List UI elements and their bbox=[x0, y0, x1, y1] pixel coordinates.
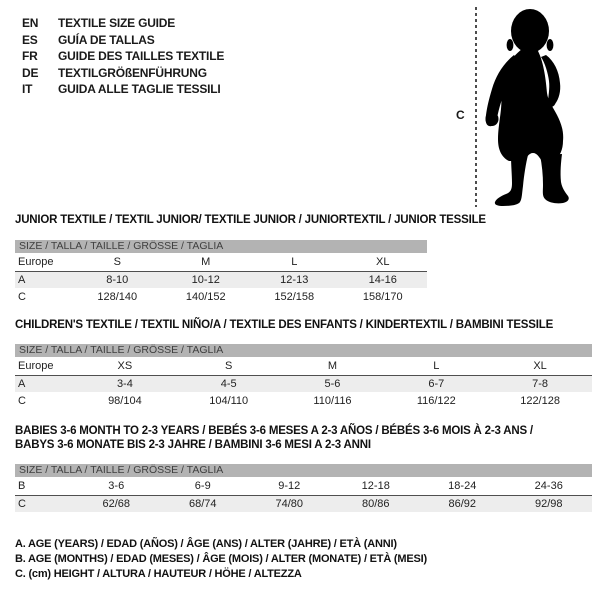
footnote-a: A. AGE (YEARS) / EDAD (AÑOS) / ÂGE (ANS) / ALTER (JAHRE) / ETÀ (ANNI) bbox=[15, 538, 397, 550]
language-code: ES bbox=[22, 32, 38, 47]
row-label: A bbox=[18, 377, 26, 390]
babies-table-title bbox=[15, 424, 555, 452]
language-row bbox=[22, 65, 224, 82]
row-label: C bbox=[18, 394, 26, 407]
table-cell: 98/104 bbox=[108, 394, 142, 407]
table-cell: 158/170 bbox=[362, 290, 403, 303]
table-cell: 128/140 bbox=[97, 290, 138, 303]
table-cell: 116/122 bbox=[416, 394, 456, 407]
table-cell: 152/158 bbox=[274, 290, 315, 303]
table-cell: 3-4 bbox=[116, 377, 133, 390]
table-cell: XL bbox=[376, 255, 390, 268]
language-row bbox=[22, 32, 224, 49]
table-row bbox=[15, 375, 592, 393]
row-label: Europe bbox=[18, 255, 54, 268]
language-title: GUÍA DE TALLAS bbox=[58, 32, 155, 47]
children-size-table bbox=[15, 344, 592, 410]
language-code: FR bbox=[22, 49, 38, 64]
row-label: Europe bbox=[18, 359, 54, 372]
table-cell: 92/98 bbox=[534, 497, 563, 510]
table-cell: 104/110 bbox=[209, 394, 249, 407]
footnotes-block bbox=[15, 537, 427, 583]
table-cell: 140/152 bbox=[185, 290, 226, 303]
table-row bbox=[15, 392, 592, 410]
table-cell: S bbox=[113, 255, 121, 268]
table-cell: S bbox=[225, 359, 233, 372]
size-header-bar: SIZE / TALLA / TAILLE / GRÖSSE / TAGLIA bbox=[15, 240, 427, 253]
table-cell: 110/116 bbox=[313, 394, 352, 407]
table-cell: 80/86 bbox=[361, 497, 390, 510]
table-cell: M bbox=[327, 359, 338, 372]
table-cell: XL bbox=[533, 359, 547, 372]
table-cell: 8-10 bbox=[106, 273, 129, 286]
language-title: GUIDA ALLE TAGLIE TESSILI bbox=[58, 82, 221, 97]
table-cell: 18-24 bbox=[448, 479, 477, 492]
size-header-bar: SIZE / TALLA / TAILLE / GRÖSSE / TAGLIA bbox=[15, 464, 592, 477]
table-cell: L bbox=[291, 255, 298, 268]
language-row bbox=[22, 48, 224, 65]
babies-table-title-line1: BABIES 3-6 MONTH TO 2-3 YEARS / BEBÉS 3-6 MESES A 2-3 AÑOS / BÉBÉS 3-6 MOIS À 2-3 ANS / bbox=[15, 425, 533, 437]
baby-silhouette bbox=[484, 5, 576, 207]
table-row bbox=[15, 477, 592, 495]
language-title-block bbox=[22, 15, 224, 98]
table-cell: M bbox=[201, 255, 211, 268]
row-label: C bbox=[18, 497, 26, 510]
language-title: TEXTILE SIZE GUIDE bbox=[58, 16, 176, 31]
language-row bbox=[22, 15, 224, 32]
table-row bbox=[15, 495, 592, 513]
table-cell: 6-7 bbox=[428, 377, 445, 390]
size-header-bar: SIZE / TALLA / TAILLE / GRÖSSE / TAGLIA bbox=[15, 344, 592, 357]
language-row bbox=[22, 81, 224, 98]
language-code: DE bbox=[22, 65, 39, 80]
table-cell: 68/74 bbox=[188, 497, 217, 510]
table-cell: 12-18 bbox=[361, 479, 390, 492]
table-cell: XS bbox=[117, 359, 133, 372]
table-cell: 62/68 bbox=[102, 497, 131, 510]
table-cell: L bbox=[433, 359, 440, 372]
junior-size-table bbox=[15, 240, 427, 306]
table-row bbox=[15, 357, 592, 375]
table-cell: 4-5 bbox=[220, 377, 237, 390]
table-cell: 5-6 bbox=[324, 377, 341, 390]
table-cell: 74/80 bbox=[275, 497, 304, 510]
table-cell: 9-12 bbox=[278, 479, 301, 492]
footnote-c: C. (cm) HEIGHT / ALTURA / HAUTEUR / HÖHE / ALTEZZA bbox=[15, 568, 302, 581]
table-cell: 122/128 bbox=[520, 394, 560, 407]
table-cell: 12-13 bbox=[280, 273, 309, 286]
row-label: C bbox=[18, 290, 26, 303]
table-row bbox=[15, 253, 427, 271]
table-cell: 7-8 bbox=[532, 377, 549, 390]
row-label: A bbox=[18, 273, 26, 286]
table-cell: 24-36 bbox=[534, 479, 563, 492]
junior-table-title: JUNIOR TEXTILE / TEXTIL JUNIOR/ TEXTILE JUNIOR / JUNIORTEXTIL / JUNIOR TESSILE bbox=[15, 214, 486, 226]
height-measure-label-c: C bbox=[456, 108, 465, 122]
babies-size-table bbox=[15, 464, 592, 512]
language-code: IT bbox=[22, 82, 33, 97]
language-title: GUIDE DES TAILLES TEXTILE bbox=[58, 49, 225, 64]
language-title: TEXTILGRÖßENFÜHRUNG bbox=[58, 65, 207, 80]
babies-table-title-line2: BABYS 3-6 MONATE BIS 2-3 JAHRE / BAMBINI 3-6 MESI A 2-3 ANNI bbox=[15, 439, 371, 451]
language-code: EN bbox=[22, 16, 39, 31]
row-label: B bbox=[18, 479, 26, 492]
table-row bbox=[15, 288, 427, 306]
table-row bbox=[15, 271, 427, 289]
table-cell: 14-16 bbox=[368, 273, 397, 286]
table-cell: 3-6 bbox=[108, 479, 125, 492]
height-dashed-line bbox=[475, 7, 477, 207]
footnote-b: B. AGE (MONTHS) / EDAD (MESES) / ÂGE (MOIS) / ALTER (MONATE) / ETÀ (MESI) bbox=[15, 553, 427, 566]
table-cell: 6-9 bbox=[194, 479, 211, 492]
children-table-title: CHILDREN'S TEXTILE / TEXTIL NIÑO/A / TEXTILE DES ENFANTS / KINDERTEXTIL / BAMBINI TESSILE bbox=[15, 319, 554, 331]
table-cell: 86/92 bbox=[448, 497, 477, 510]
table-cell: 10-12 bbox=[191, 273, 220, 286]
